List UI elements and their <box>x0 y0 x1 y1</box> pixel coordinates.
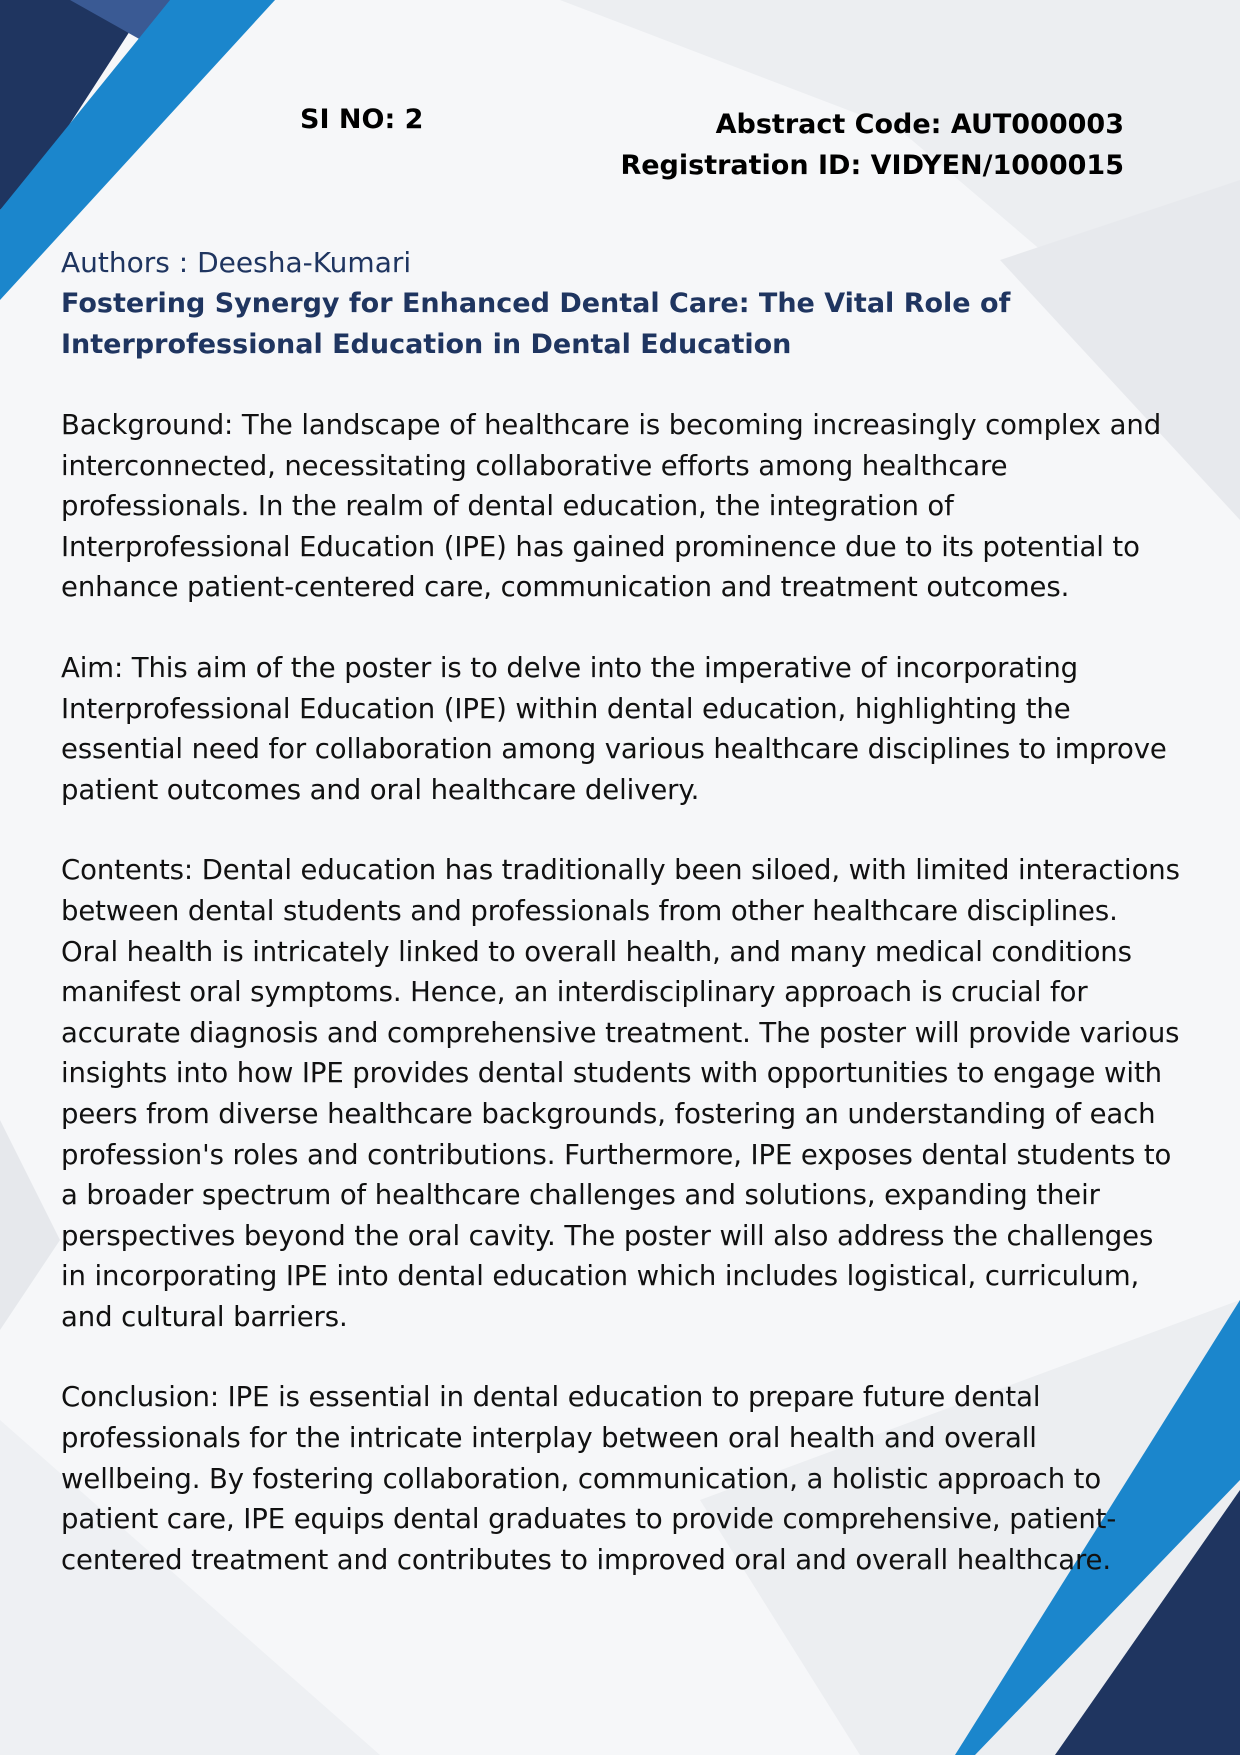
abstract-code: Abstract Code: AUT000003 <box>715 109 1124 140</box>
header-codes <box>620 104 1124 186</box>
abstract-content <box>61 242 1181 1580</box>
contents-paragraph: Contents: Dental education has traditionally been siloed, with limited interactions between dental students and professionals from other healthcare disciplines. Oral health is intricately linked to overall health, and many medical conditions manifest oral symptoms. Hence, an interdisciplinary approach is crucial for accurate diagnosis and comprehensive treatment. The poster will provide various insights into how IPE provides dental students with opportunities to engage with peers from diverse healthcare backgrounds, fostering an understanding of each profession's roles and contributions. Furthermore, IPE exposes dental students to a broader spectrum of healthcare challenges and solutions, expanding their perspectives beyond the oral cavity. The poster will also address the challenges in incorporating IPE into dental education which includes logistical, curriculum, and cultural barriers. <box>61 854 1180 1333</box>
abstract-title: Fostering Synergy for Enhanced Dental Care: The Vital Role of Interprofessional Education in Dental Education <box>61 288 1011 360</box>
authors-line: Authors : Deesha-Kumari <box>61 246 412 279</box>
aim-paragraph: Aim: This aim of the poster is to delve into the imperative of incorporating Interprofessional Education (IPE) within dental education, highlighting the essential need for collaboration among various healthcare disciplines to improve patient outcomes and oral healthcare delivery. <box>61 651 1167 806</box>
background-paragraph: Background: The landscape of healthcare is becoming increasingly complex and interconnected, necessitating collaborative efforts among healthcare professionals. In the realm of dental education, the integration of Interprofessional Education (IPE) has gained prominence due to its potential to enhance patient-centered care, communication and treatment outcomes. <box>61 409 1162 604</box>
conclusion-paragraph: Conclusion: IPE is essential in dental education to prepare future dental professionals for the intricate interplay between oral health and overall wellbeing. By fostering collaboration, communication, a holistic approach to patient care, IPE equips dental graduates to provide comprehensive, patient-centered treatment and contributes to improved oral and overall healthcare. <box>61 1381 1117 1576</box>
si-number: SI NO: 2 <box>300 104 424 135</box>
registration-id: Registration ID: VIDYEN/1000015 <box>620 150 1124 181</box>
